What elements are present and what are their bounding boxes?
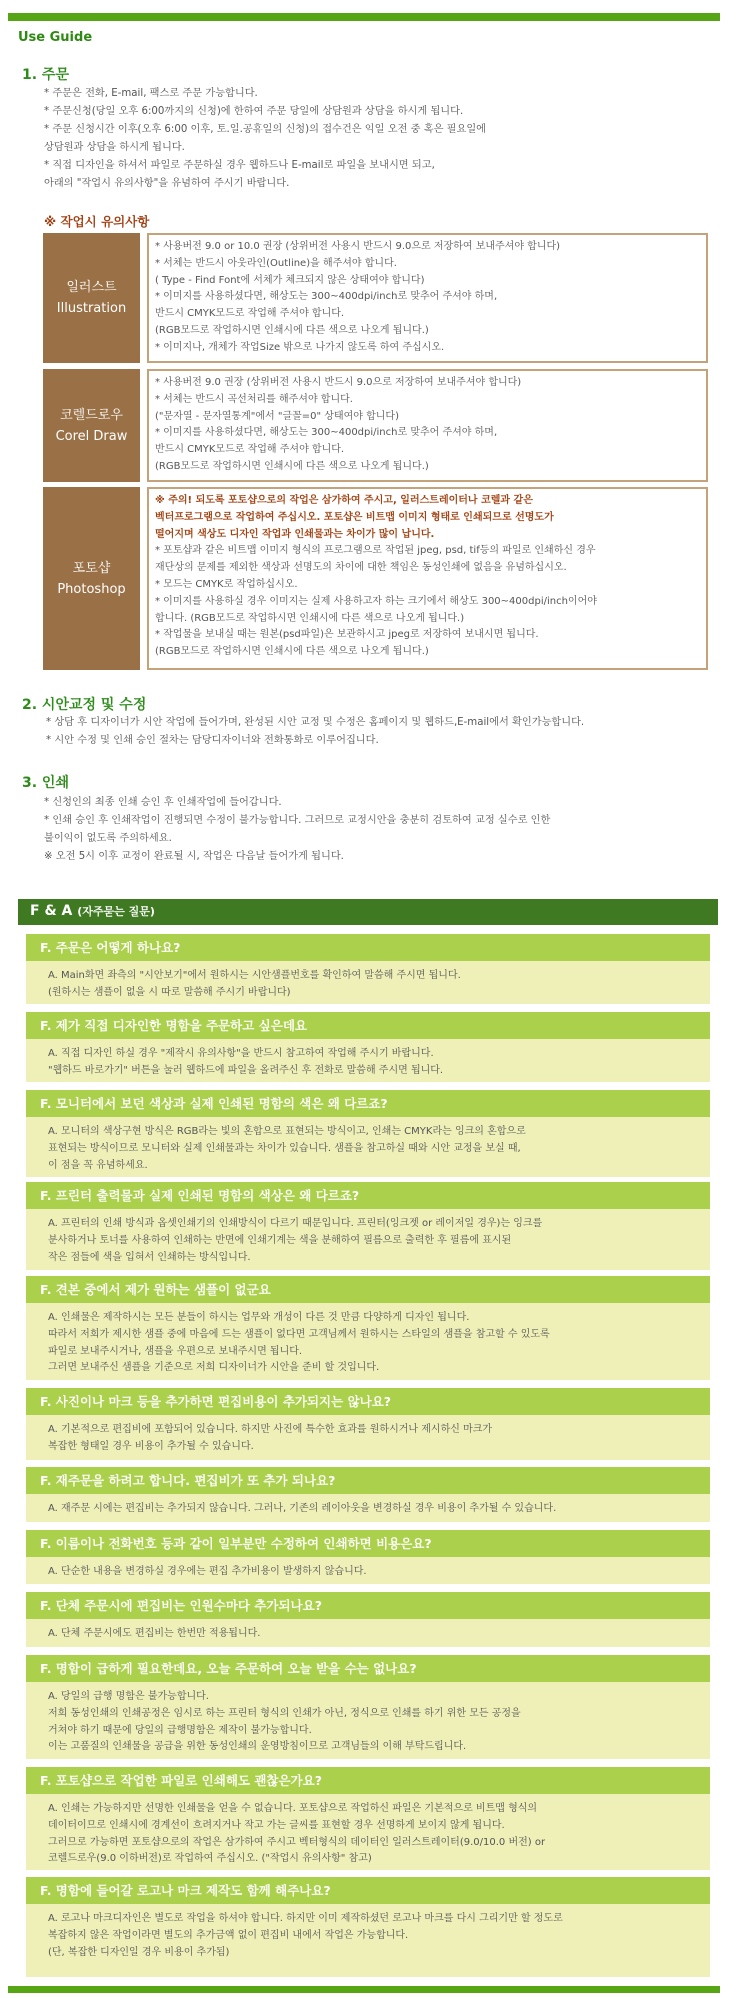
faq-item xyxy=(26,1877,710,1977)
photoshop-note: * 이미지를 사용하실 경우 이미지는 실제 사용하고자 하는 크기에서 해상도 300~400dpi/inch이어야 xyxy=(155,595,597,607)
photoshop-note: (RGB모드로 작업하시면 인쇄시에 다른 색으로 나오게 됩니다.) xyxy=(155,646,429,658)
illustrator-label-ko: 일러스트 xyxy=(66,280,117,295)
faq-question: F. 포토샵으로 작업한 파일로 인쇄해도 괜찮은가요? xyxy=(26,1767,710,1794)
faq-answer-line: A. 단순한 내용을 변경하실 경우에는 편집 추가비용이 발생하지 않습니다. xyxy=(48,1566,367,1577)
order-line: * 주문신청(당일 오후 6:00까지의 신청)에 한하여 주문 당일에 상담원과 상담을 하시게 됩니다. xyxy=(44,106,464,117)
faq-header xyxy=(18,899,718,925)
photoshop-note: * 모드는 CMYK로 작업하십시오. xyxy=(155,578,298,590)
print-line: ※ 오전 5시 이후 교정이 완료될 시, 작업은 다음날 들어가게 됩니다. xyxy=(44,851,344,862)
faq-item xyxy=(26,1012,710,1082)
faq-answer-line: 이는 고품질의 인쇄물을 공급을 위한 동성인쇄의 운영방침이므로 고객님들의 이해 부탁드립니다. xyxy=(48,1741,467,1753)
section-print-heading: 3. 인쇄 xyxy=(22,775,69,791)
photoshop-warning: 벡터프로그램으로 작업하여 주십시오. 포토샵은 비트맵 이미지 형태로 인쇄되므로 선명도가 xyxy=(155,511,554,523)
bottom-green-bar xyxy=(8,1986,720,1993)
faq-item xyxy=(26,1276,710,1380)
faq-question: F. 재주문을 하려고 합니다. 편집비가 또 추가 되나요? xyxy=(26,1467,710,1494)
faq-answer-line: 그러면 보내주신 샘플을 기준으로 저희 디자이너가 시안을 준비 할 것입니다. xyxy=(48,1362,380,1374)
print-line: * 인쇄 승인 후 인쇄작업이 진행되면 수정이 불가능합니다. 그러므로 교정시안을 충분히 검토하여 교정 실수로 인한 xyxy=(44,815,551,826)
work-caution-title: ※ 작업시 유의사항 xyxy=(44,214,150,229)
order-line: * 주문은 전화, E-mail, 팩스로 주문 가능합니다. xyxy=(44,88,258,99)
coreldraw-note: * 서체는 반드시 곡선처리를 해주셔야 합니다. xyxy=(155,393,353,405)
faq-answer-line: (원하시는 샘플이 없을 시 따로 말씀해 주시기 바랍니다) xyxy=(48,986,291,998)
faq-answer-line: 데이터이므로 인쇄시에 경계선이 흐려지거나 작고 가는 글씨를 표현할 경우 선명하게 보이지 않게 됩니다. xyxy=(48,1819,505,1831)
faq-answer-line: A. 당일의 급행 명함은 불가능합니다. xyxy=(48,1691,209,1702)
faq-answer xyxy=(26,1117,710,1174)
coreldraw-notes xyxy=(147,369,708,482)
faq-answer-line: A. 로고나 마크디자인은 별도로 작업을 하셔야 합니다. 하지만 이미 제작하셨던 로고나 마크를 다시 그리기만 할 정도로 xyxy=(48,1913,563,1924)
faq-item xyxy=(26,1388,710,1460)
faq-answer-line: A. 프린터의 인쇄 방식과 옵셋인쇄기의 인쇄방식이 다르기 때문입니다. 프린터(잉크젯 or 레이저일 경우)는 잉크를 xyxy=(48,1218,543,1229)
illustrator-note: ( Type - Find Font에 서체가 체크되지 않은 상태여야 합니다) xyxy=(155,274,425,286)
faq-item xyxy=(26,1467,710,1522)
photoshop-note: 재단상의 문제를 제외한 색상과 선명도의 차이에 대한 책임은 동성인쇄에 없음을 유념하십시오. xyxy=(155,562,567,574)
faq-answer-line: 그러므로 가능하면 포토샵으로의 작업은 삼가하여 주시고 벡터형식의 데이터인 일러스트레이터(9.0/10.0 버전) or xyxy=(48,1836,546,1848)
print-line: 불이익이 없도록 주의하세요. xyxy=(44,833,172,844)
coreldraw-label xyxy=(43,369,140,482)
faq-answer-line: 저희 동성인쇄의 인쇄공정은 임시로 하는 프린터 형식의 인쇄가 아닌, 정식으로 인쇄를 하기 위한 모든 공정을 xyxy=(48,1707,521,1719)
top-green-bar xyxy=(8,13,720,21)
faq-question: F. 이름이나 전화번호 등과 같이 일부분만 수정하여 인쇄하면 비용은요? xyxy=(26,1530,710,1557)
illustrator-note: * 이미지나, 개체가 작업Size 밖으로 나가지 않도록 하여 주십시오. xyxy=(155,341,445,353)
section-proof-heading: 2. 시안교정 및 수정 xyxy=(22,697,147,713)
faq-question: F. 단체 주문시에 편집비는 인원수마다 추가되나요? xyxy=(26,1592,710,1619)
faq-item xyxy=(26,1530,710,1584)
faq-answer xyxy=(26,1494,710,1518)
faq-item xyxy=(26,1182,710,1270)
faq-question: F. 주문은 어떻게 하나요? xyxy=(26,934,710,961)
faq-answer xyxy=(26,1682,710,1756)
faq-answer xyxy=(26,1415,710,1456)
faq-question: F. 사진이나 마크 등을 추가하면 편집비용이 추가되지는 않나요? xyxy=(26,1388,710,1415)
faq-answer-line: 이 점을 꼭 유념하세요. xyxy=(48,1159,148,1171)
faq-answer-line: 분사하거나 토너를 사용하여 인쇄하는 반면에 인쇄기계는 색을 분해하여 필름으로 출력한 후 필름에 표시된 xyxy=(48,1234,512,1246)
faq-answer-line: 복잡한 형태일 경우 비용이 추가될 수 있습니다. xyxy=(48,1440,254,1452)
faq-subtitle: (자주묻는 질문) xyxy=(77,905,155,918)
photoshop-label xyxy=(43,487,140,670)
coreldraw-note: ("문자열 - 문자열통계"에서 "글꼴=0" 상태여야 합니다) xyxy=(155,410,399,422)
faq-answer-line: 작은 점들에 색을 입혀서 인쇄하는 방식입니다. xyxy=(48,1251,251,1263)
page-title: Use Guide xyxy=(18,30,93,45)
faq-question: F. 명함에 들어갈 로고나 마크 제작도 함께 해주나요? xyxy=(26,1877,710,1904)
faq-answer-line: (단, 복잡한 디자인일 경우 비용이 추가됨) xyxy=(48,1946,230,1958)
photoshop-notes xyxy=(147,487,708,670)
photoshop-note: 합니다. (RGB모드로 작업하시면 인쇄시에 다른 색으로 나오게 됩니다.) xyxy=(155,612,465,624)
photoshop-note: * 작업물을 보내실 때는 원본(psd파일)은 보관하시고 jpeg로 저장하여 보내시면 됩니다. xyxy=(155,629,539,641)
coreldraw-note: * 사용버전 9.0 권장 (상위버전 사용시 반드시 9.0으로 저장하여 보내주셔야 합니다) xyxy=(155,377,522,388)
faq-header-text xyxy=(30,903,155,919)
illustrator-note: 반드시 CMYK모드로 작업해 주셔야 합니다. xyxy=(155,308,345,320)
illustrator-label xyxy=(43,233,140,363)
faq-answer-line: A. 인쇄는 가능하지만 선명한 인쇄물을 얻을 수 없습니다. 포토샵으로 작업하신 파일은 기본적으로 비트맵 형식의 xyxy=(48,1803,538,1814)
illustrator-label-en: Illustration xyxy=(56,301,127,316)
faq-answer-line: 복잡하지 않은 작업이라면 별도의 추가금액 없이 편집비 내에서 작업은 가능합니다. xyxy=(48,1929,409,1941)
faq-item xyxy=(26,1090,710,1177)
order-line: * 직접 디자인을 하셔서 파일로 주문하실 경우 웹하드나 E-mail로 파일을 보내시면 되고, xyxy=(44,160,435,171)
faq-answer xyxy=(26,1039,710,1080)
order-line: 상담원과 상담을 하시게 됩니다. xyxy=(44,142,185,153)
faq-item xyxy=(26,1655,710,1759)
faq-answer xyxy=(26,1619,710,1643)
coreldraw-note: (RGB모드로 작업하시면 인쇄시에 다른 색으로 나오게 됩니다.) xyxy=(155,460,429,472)
photoshop-warning: 떨어지며 색상도 디자인 작업과 인쇄물과는 차이가 많이 납니다. xyxy=(155,528,435,540)
faq-question: F. 모니터에서 보던 색상과 실제 인쇄된 명함의 색은 왜 다르죠? xyxy=(26,1090,710,1117)
coreldraw-label-ko: 코렐드로우 xyxy=(60,407,123,423)
faq-answer xyxy=(26,1303,710,1377)
illustrator-note: (RGB모드로 작업하시면 인쇄시에 다른 색으로 나오게 됩니다.) xyxy=(155,324,429,336)
faq-question: F. 명함이 급하게 필요한데요, 오늘 주문하여 오늘 받을 수는 없나요? xyxy=(26,1655,710,1682)
faq-answer-line: A. 인쇄물은 제작하시는 모든 분들이 하시는 업무와 개성이 다른 것 만큼 다양하게 디자인 됩니다. xyxy=(48,1312,470,1323)
faq-item xyxy=(26,1767,710,1870)
illustrator-note: * 사용버전 9.0 or 10.0 권장 (상위버전 사용시 반드시 9.0으로 저장하여 보내주셔야 합니다) xyxy=(155,241,561,252)
faq-question: F. 제가 직접 디자인한 명함을 주문하고 싶은데요 xyxy=(26,1012,710,1039)
photoshop-note: * 포토샵과 같은 비트맵 이미지 형식의 프로그램으로 작업된 jpeg, psd, tif등의 파일로 인쇄하신 경우 xyxy=(155,545,596,557)
faq-question: F. 프린터 출력물과 실제 인쇄된 명함의 색상은 왜 다르죠? xyxy=(26,1182,710,1209)
illustrator-note: * 이미지를 사용하셨다면, 해상도는 300~400dpi/inch로 맞추어 주셔야 하며, xyxy=(155,291,498,303)
faq-answer-line: 코렐드로우(9.0 이하버전)로 작업하여 주십시오. ("작업시 유의사항" 참고) xyxy=(48,1853,372,1865)
coreldraw-note: * 이미지를 사용하셨다면, 해상도는 300~400dpi/inch로 맞추어 주셔야 하며, xyxy=(155,427,498,439)
proof-line: * 상담 후 디자이너가 시안 작업에 들어가며, 완성된 시안 교정 및 수정은 홈페이지 및 웹하드,E-mail에서 확인가능합니다. xyxy=(46,717,585,728)
coreldraw-note: 반드시 CMYK모드로 작업해 주셔야 합니다. xyxy=(155,444,345,456)
proof-line: * 시안 수정 및 인쇄 승인 절차는 담당디자이너와 전화통화로 이루어집니다. xyxy=(46,735,379,746)
section-order-heading: 1. 주문 xyxy=(22,67,69,83)
illustrator-notes xyxy=(147,233,708,363)
faq-answer xyxy=(26,1557,710,1581)
faq-title: F & A xyxy=(30,903,73,919)
illustrator-note: * 서체는 반드시 아웃라인(Outline)을 해주셔야 합니다. xyxy=(155,257,397,269)
faq-answer xyxy=(26,1904,710,1961)
faq-item xyxy=(26,1592,710,1647)
photoshop-warning: ※ 주의! 되도록 포토샵으로의 작업은 삼가하여 주시고, 일러스트레이터나 코렐과 같은 xyxy=(155,495,533,506)
faq-answer xyxy=(26,961,710,1002)
faq-answer-line: 표현되는 방식이므로 모니터와 실제 인쇄물과는 차이가 있습니다. 샘플을 참고하실 때와 시안 교정을 보실 때, xyxy=(48,1142,521,1154)
photoshop-label-ko: 포토샵 xyxy=(72,560,111,576)
faq-answer-line: 파일로 보내주시거나, 샘플을 우편으로 보내주시면 됩니다. xyxy=(48,1345,303,1357)
faq-item xyxy=(26,934,710,1004)
order-line: * 주문 신청시간 이후(오후 6:00 이후, 토.일.공휴일의 신청)의 접수건은 익일 오전 중 혹은 필요일에 xyxy=(44,124,487,135)
faq-answer-line: A. 모니터의 색상구현 방식은 RGB라는 빛의 혼합으로 표현되는 방식이고, 인쇄는 CMYK라는 잉크의 혼합으로 xyxy=(48,1126,526,1137)
photoshop-label-en: Photoshop xyxy=(57,581,126,597)
faq-answer-line: A. 재주문 시에는 편집비는 추가되지 않습니다. 그러나, 기존의 레이아웃을 변경하실 경우 비용이 추가될 수 있습니다. xyxy=(48,1503,557,1514)
coreldraw-label-en: Corel Draw xyxy=(55,428,128,444)
faq-answer-line: "웹하드 바로가기" 버튼을 눌러 웹하드에 파일을 올려주신 후 전화로 말씀해 주시면 됩니다. xyxy=(48,1064,444,1076)
faq-question: F. 견본 중에서 제가 원하는 샘플이 없군요 xyxy=(26,1276,710,1303)
faq-answer-line: A. 단체 주문시에도 편집비는 한번만 적용됩니다. xyxy=(48,1628,261,1639)
faq-answer-line: 따라서 저희가 제시한 샘플 중에 마음에 드는 샘플이 없다면 고객님께서 원하시는 스타일의 샘플을 참고할 수 있도록 xyxy=(48,1328,550,1340)
faq-answer xyxy=(26,1209,710,1266)
faq-answer-line: A. 직접 디자인 하실 경우 "제작시 유의사항"을 반드시 참고하여 작업해 주시기 바랍니다. xyxy=(48,1048,434,1059)
faq-answer xyxy=(26,1794,710,1868)
faq-answer-line: A. 기본적으로 편집비에 포함되어 있습니다. 하지만 사진에 특수한 효과를 원하시거나 제시하신 마크가 xyxy=(48,1424,493,1435)
faq-answer-line: A. Main화면 좌측의 "시안보기"에서 원하시는 시안샘플번호를 확인하여 말씀해 주시면 됩니다. xyxy=(48,970,461,981)
order-line: 아래의 "작업시 유의사항"을 유념하여 주시기 바랍니다. xyxy=(44,178,290,189)
print-line: * 신청인의 최종 인쇄 승인 후 인쇄작업에 들어갑니다. xyxy=(44,797,282,808)
faq-answer-line: 거쳐야 하기 때문에 당일의 급행명함은 제작이 불가능합니다. xyxy=(48,1724,312,1736)
